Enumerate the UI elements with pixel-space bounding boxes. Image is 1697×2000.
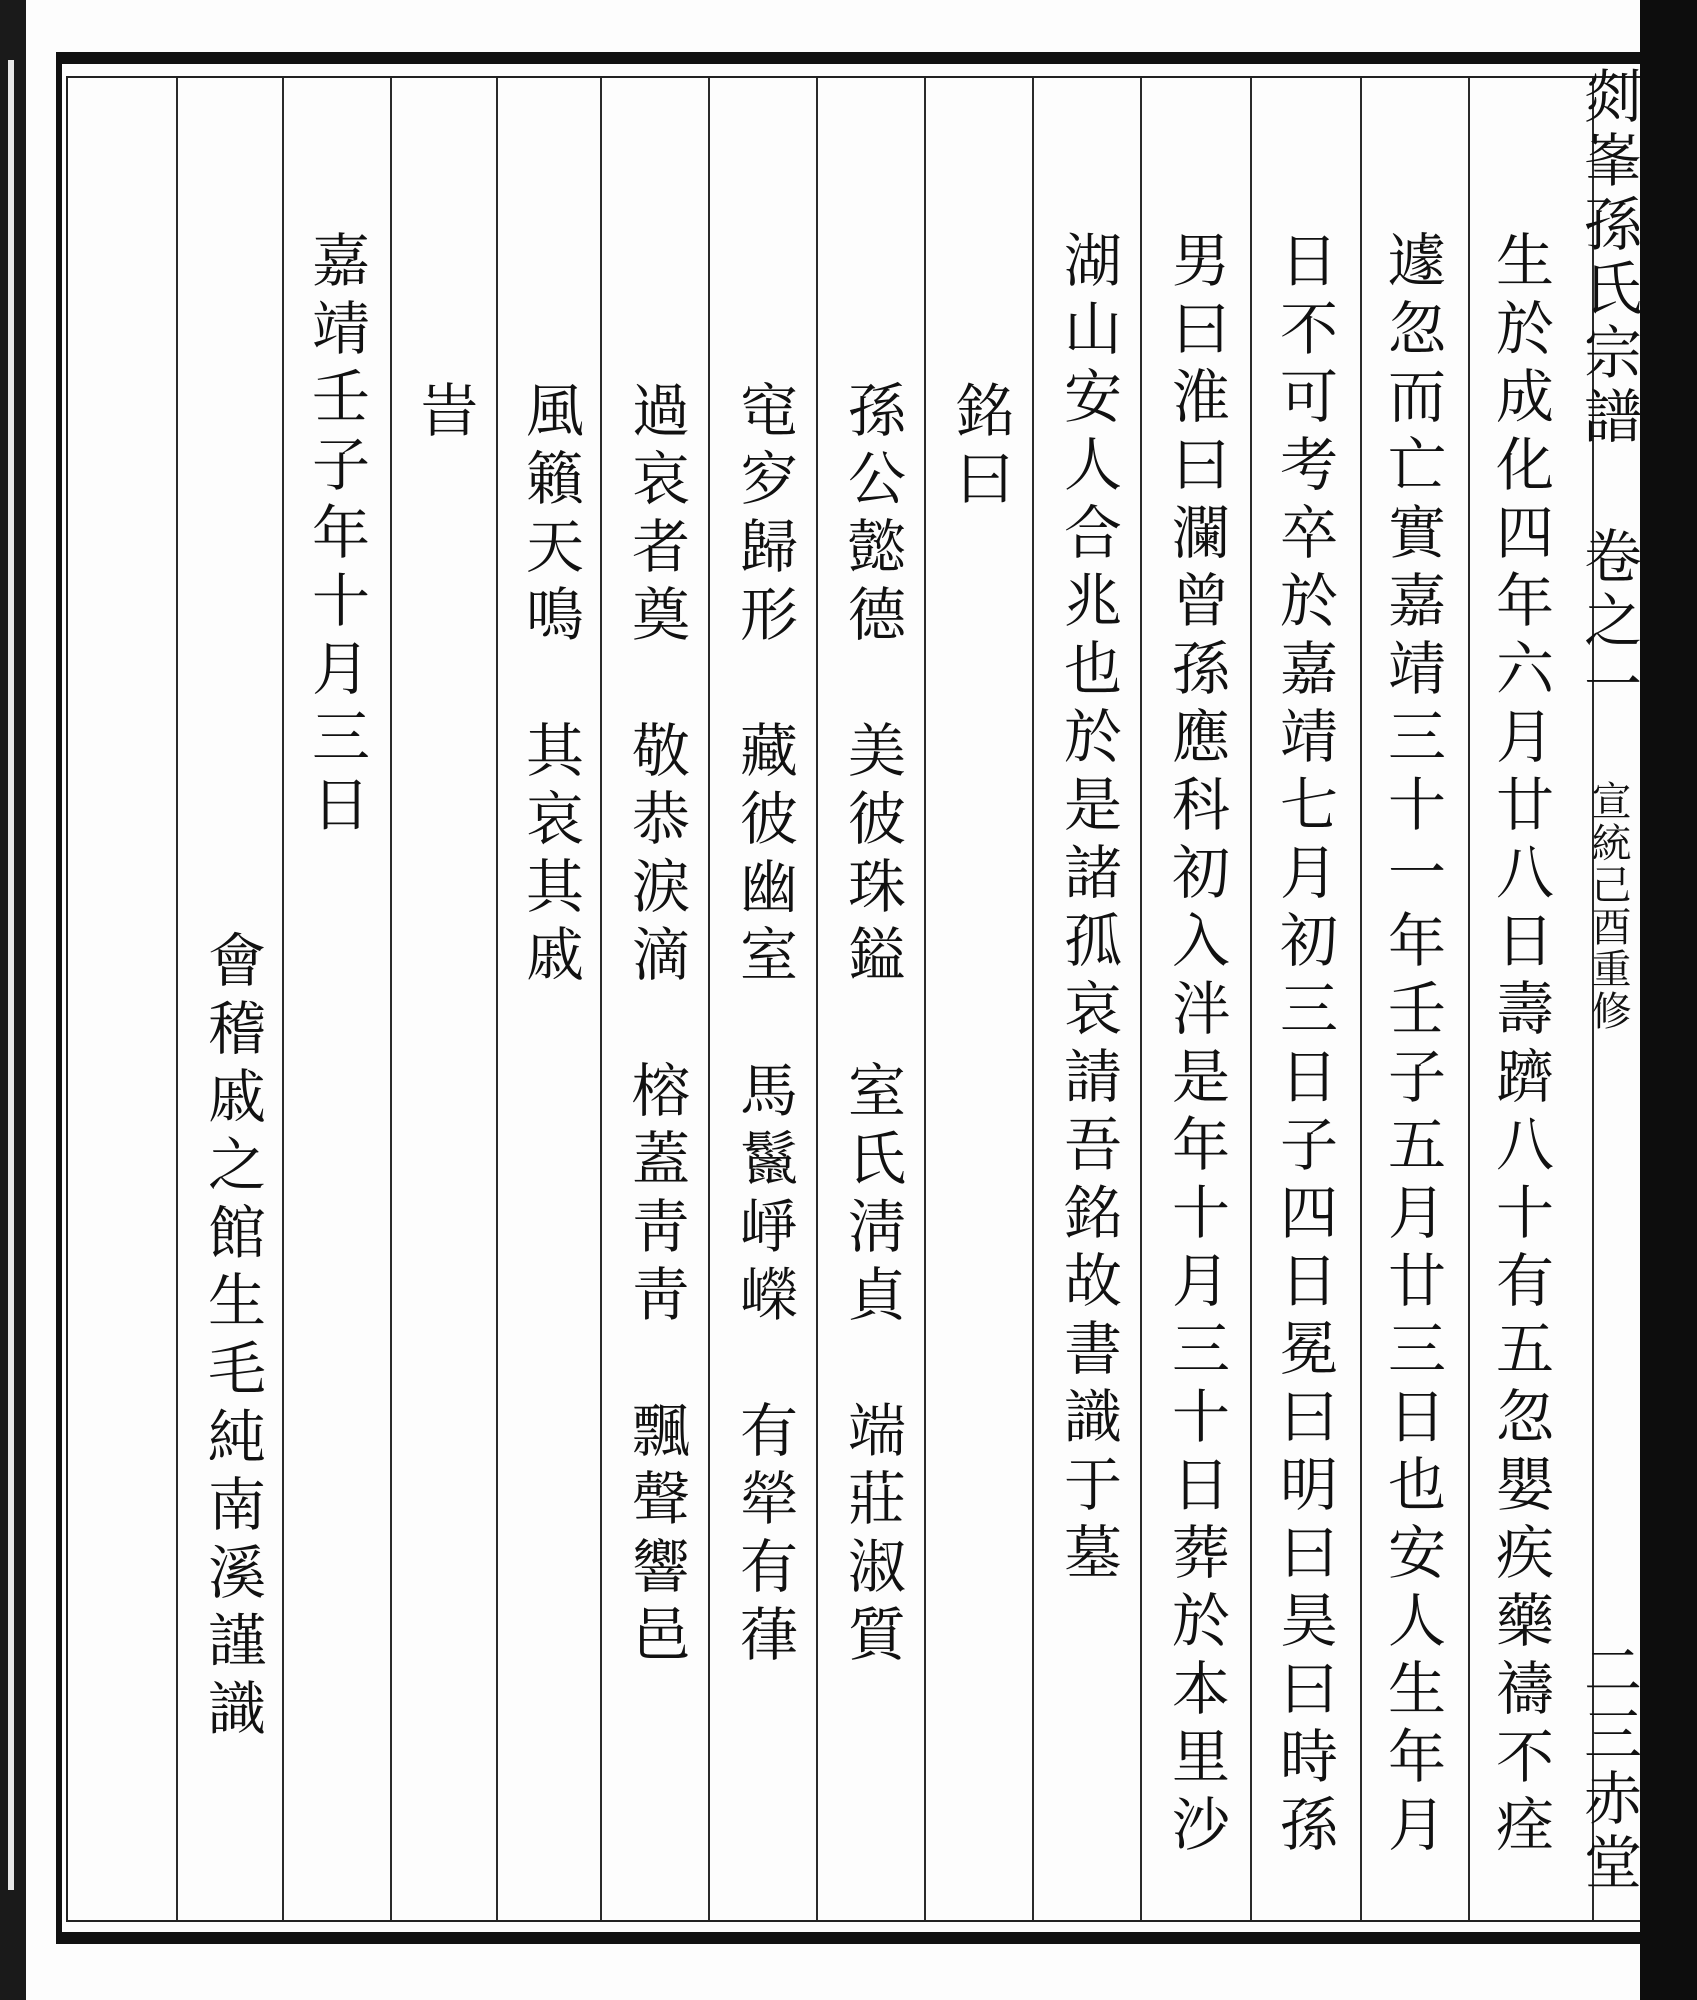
book-edge-right bbox=[1640, 0, 1697, 2000]
text-column-1: 生於成化四年六月廿八日壽躋八十有五忽嬰疾藥禱不痊 bbox=[1486, 230, 1554, 1862]
column-rule bbox=[600, 78, 602, 1920]
column-rule bbox=[1032, 78, 1034, 1920]
column-rule bbox=[708, 78, 710, 1920]
volume-label: 卷之一 bbox=[1574, 526, 1642, 718]
column-rule bbox=[1468, 78, 1470, 1920]
text-column-3: 日不可考卒於嘉靖七月初三日子四日冕曰明曰昊曰時孫 bbox=[1270, 230, 1338, 1862]
book-title: 剡峯孫氏宗譜 bbox=[1574, 66, 1642, 450]
column-rule bbox=[1360, 78, 1362, 1920]
column-rule bbox=[390, 78, 392, 1920]
column-rule bbox=[282, 78, 284, 1920]
column-rule bbox=[496, 78, 498, 1920]
inscription-heading: 銘曰 bbox=[946, 380, 1014, 516]
signature-column: 會稽戚之館生毛純南溪謹識 bbox=[198, 930, 266, 1746]
column-rule bbox=[1140, 78, 1142, 1920]
verse-column-1: 孫公懿德 美彼珠鎰 室氏淸貞 端莊淑質 bbox=[838, 380, 906, 1672]
text-column-2: 遽忽而亡實嘉靖三十一年壬子五月廿三日也安人生年月 bbox=[1378, 230, 1446, 1862]
date-column: 嘉靖壬子年十月三日 bbox=[302, 230, 370, 842]
date-marker: 旹 bbox=[410, 380, 478, 448]
column-rule bbox=[816, 78, 818, 1920]
page-number-label: 二三赤堂 bbox=[1574, 1640, 1642, 1896]
book-spine-edge-left bbox=[0, 0, 26, 2000]
text-column-5: 湖山安人合兆也於是諸孤哀請吾銘故書識于墓 bbox=[1054, 230, 1122, 1590]
column-rule bbox=[924, 78, 926, 1920]
column-rule bbox=[1250, 78, 1252, 1920]
verse-column-3: 過哀者奠 敬恭淚滴 榕蓋靑靑 飄聲響邑 bbox=[622, 380, 690, 1672]
text-column-4: 男曰淮曰瀾曾孫應科初入泮是年十月三十日葬於本里沙 bbox=[1162, 230, 1230, 1862]
verse-column-2: 窀穸歸形 藏彼幽室 馬鬣崢嶸 有犖有葎 bbox=[730, 380, 798, 1672]
edition-label: 宣統己酉重修 bbox=[1585, 780, 1631, 1032]
column-rule bbox=[176, 78, 178, 1920]
verse-column-4: 風籟天鳴 其哀其戚 bbox=[516, 380, 584, 992]
